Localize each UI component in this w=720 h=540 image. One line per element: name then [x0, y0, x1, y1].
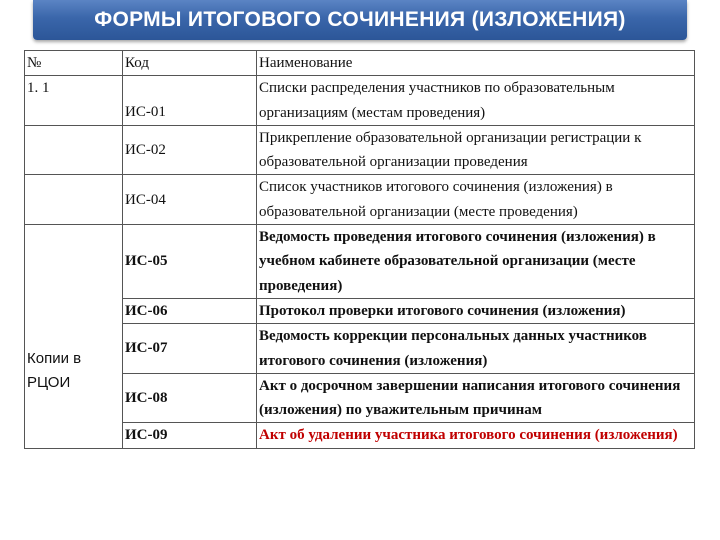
copies-note: Копии в РЦОИ — [27, 350, 82, 392]
row-code — [123, 76, 257, 126]
row-code: ИС-09 — [123, 423, 257, 448]
header-code: Код — [123, 51, 257, 76]
row-name: Ведомость коррекции персональных данных участников итогового сочинения (изложения) — [257, 324, 695, 374]
row-number: 1. 1 — [25, 76, 123, 126]
table-row — [25, 225, 695, 299]
table-row — [25, 76, 695, 126]
row-number — [25, 125, 123, 175]
row-code: ИС-06 — [123, 298, 257, 323]
page-title: ФОРМЫ ИТОГОВОГО СОЧИНЕНИЯ (ИЗЛОЖЕНИЯ) — [94, 8, 626, 31]
row-name: Списки распределения участников по образовательным организациям (местам проведения) — [257, 76, 695, 126]
code-label: ИС-01 — [125, 104, 166, 121]
row-name: Ведомость проведения итогового сочинения (изложения) в учебном кабинете образовательной организации (месте проведения) — [257, 225, 695, 299]
table-row — [25, 125, 695, 175]
row-code: ИС-05 — [123, 225, 257, 299]
table-row — [25, 324, 695, 374]
row-name: Акт о досрочном завершении написания итогового сочинения (изложения) по уважительным причинам — [257, 373, 695, 423]
title-banner — [33, 0, 687, 40]
table-row — [25, 423, 695, 448]
forms-table — [24, 50, 695, 449]
table-header-row — [25, 51, 695, 76]
row-number — [25, 175, 123, 225]
table-row — [25, 175, 695, 225]
row-code: ИС-04 — [123, 175, 257, 225]
copies-note-cell — [25, 225, 123, 449]
row-name: Прикрепление образовательной организации регистрации к образовательной организации проведения — [257, 125, 695, 175]
row-code: ИС-02 — [123, 125, 257, 175]
row-code: ИС-08 — [123, 373, 257, 423]
row-name: Список участников итогового сочинения (изложения) в образовательной организации (месте проведения) — [257, 175, 695, 225]
row-name: Протокол проверки итогового сочинения (изложения) — [257, 298, 695, 323]
table-row — [25, 373, 695, 423]
header-number: № — [25, 51, 123, 76]
header-name: Наименование — [257, 51, 695, 76]
table-row — [25, 298, 695, 323]
row-name-highlighted: Акт об удалении участника итогового сочинения (изложения) — [257, 423, 695, 448]
row-code: ИС-07 — [123, 324, 257, 374]
